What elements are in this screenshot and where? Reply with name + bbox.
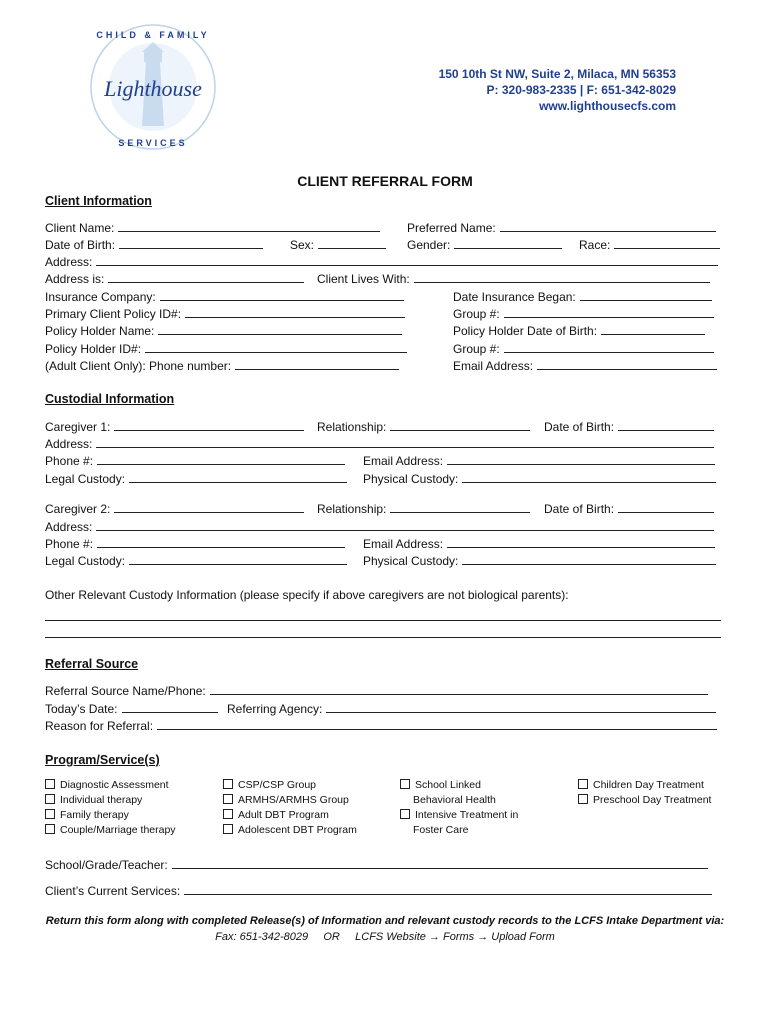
checkbox-label: Individual therapy: [60, 794, 143, 806]
caregiver1-physical-field[interactable]: [363, 470, 716, 488]
lives-with-label: Client Lives With:: [317, 272, 410, 286]
caregiver2-phone-label: Phone #:: [45, 537, 94, 551]
address-is-label: Address is:: [45, 272, 105, 286]
checkbox-preschool-day-treatment[interactable]: [578, 793, 711, 808]
checkbox-label: Adolescent DBT Program: [238, 824, 357, 836]
checkbox-adolescent-dbt[interactable]: [223, 823, 357, 838]
caregiver1-dob-label: Date of Birth:: [544, 420, 615, 434]
relationship1-label: Relationship:: [317, 420, 387, 434]
checkbox-label: CSP/CSP Group: [238, 779, 317, 791]
checkbox-family-therapy[interactable]: [45, 808, 129, 823]
caregiver2-legal-label: Legal Custody:: [45, 554, 126, 568]
checkbox-armhs-group[interactable]: [223, 793, 349, 808]
caregiver2-label: Caregiver 2:: [45, 502, 111, 516]
caregiver1-label: Caregiver 1:: [45, 420, 111, 434]
caregiver2-field[interactable]: [45, 500, 304, 518]
date-insurance-label: Date Insurance Began:: [453, 290, 576, 304]
group1-label: Group #:: [453, 307, 500, 321]
group2-field[interactable]: [453, 340, 714, 358]
caregiver2-address-label: Address:: [45, 520, 93, 534]
dob-field[interactable]: [45, 236, 263, 254]
relationship2-label: Relationship:: [317, 502, 387, 516]
client-name-field[interactable]: [45, 219, 380, 237]
address-label: Address:: [45, 255, 93, 269]
caregiver1-email-field[interactable]: [363, 452, 715, 470]
reason-field[interactable]: [45, 717, 717, 735]
caregiver1-legal-field[interactable]: [45, 470, 347, 488]
checkbox-intensive-treatment[interactable]: [400, 808, 518, 823]
caregiver2-legal-field[interactable]: [45, 552, 347, 570]
caregiver1-phone-field[interactable]: [45, 452, 345, 470]
preferred-name-label: Preferred Name:: [407, 221, 496, 235]
referral-name-label: Referral Source Name/Phone:: [45, 684, 206, 698]
relationship2-field[interactable]: [317, 500, 530, 518]
page-title: CLIENT REFERRAL FORM: [297, 173, 473, 189]
logo-name-text: Lighthouse: [104, 76, 202, 101]
caregiver2-address-field[interactable]: [45, 518, 714, 536]
holder-name-label: Policy Holder Name:: [45, 324, 155, 338]
header-phone: P: 320-983-2335 | F: 651-342-8029: [486, 83, 676, 97]
caregiver2-email-field[interactable]: [363, 535, 715, 553]
caregiver1-dob-field[interactable]: [544, 418, 714, 436]
program-services-heading: Program/Service(s): [45, 753, 160, 767]
current-services-label: Client’s Current Services:: [45, 884, 181, 898]
referral-name-field[interactable]: [45, 682, 708, 700]
gender-label: Gender:: [407, 238, 451, 252]
insurance-field[interactable]: [45, 288, 404, 306]
checkbox-label: Adult DBT Program: [238, 809, 329, 821]
other-custody-line-1[interactable]: [45, 619, 721, 621]
insurance-label: Insurance Company:: [45, 290, 156, 304]
referring-agency-label: Referring Agency:: [227, 702, 323, 716]
caregiver1-legal-label: Legal Custody:: [45, 472, 126, 486]
caregiver2-phone-field[interactable]: [45, 535, 345, 553]
referral-source-heading: Referral Source: [45, 657, 139, 671]
checkbox-label: Diagnostic Assessment: [60, 779, 169, 791]
caregiver1-phone-label: Phone #:: [45, 454, 94, 468]
adult-phone-label: (Adult Client Only): Phone number:: [45, 359, 232, 373]
checkbox-label: Children Day Treatment: [593, 779, 704, 791]
caregiver2-physical-label: Physical Custody:: [363, 554, 459, 568]
sex-label: Sex:: [290, 238, 315, 252]
checkbox-label: Intensive Treatment in: [415, 809, 519, 821]
school-linked-label-2: Behavioral Health: [413, 794, 496, 806]
dob-label: Date of Birth:: [45, 238, 116, 252]
checkbox-individual-therapy[interactable]: [45, 793, 142, 808]
current-services-field[interactable]: [45, 882, 712, 900]
footer-instructions: Return this form along with completed Release(s) of Information and relevant custody records to the LCFS Intake Department via:: [45, 915, 725, 927]
holder-name-field[interactable]: [45, 322, 402, 340]
today-date-field[interactable]: [45, 700, 218, 718]
group2-label: Group #:: [453, 342, 500, 356]
client-email-label: Email Address:: [453, 359, 534, 373]
checkbox-label: Couple/Marriage therapy: [60, 824, 176, 836]
lighthouse-logo: [88, 22, 218, 152]
race-label: Race:: [579, 238, 611, 252]
checkbox-label: Family therapy: [60, 809, 129, 821]
client-info-heading: Client Information: [45, 194, 152, 208]
caregiver2-physical-field[interactable]: [363, 552, 716, 570]
checkbox-couple-therapy[interactable]: [45, 823, 176, 838]
date-insurance-field[interactable]: [453, 288, 712, 306]
footer-contact: Fax: 651-342-8029 OR LCFS Website → Forms → Upload Form: [215, 931, 555, 943]
checkbox-label: School Linked: [415, 779, 481, 791]
policy-id-label: Primary Client Policy ID#:: [45, 307, 182, 321]
holder-dob-field[interactable]: [453, 322, 705, 340]
sex-field[interactable]: [290, 236, 386, 254]
lives-with-field[interactable]: [317, 270, 710, 288]
gender-field[interactable]: [407, 236, 562, 254]
other-custody-label: Other Relevant Custody Information (please specify if above caregivers are not biological parents):: [45, 588, 569, 602]
reason-label: Reason for Referral:: [45, 719, 154, 733]
logo-top-text: CHILD & FAMILY: [96, 30, 210, 40]
client-email-field[interactable]: [453, 357, 717, 375]
checkbox-school-linked[interactable]: [400, 778, 481, 793]
preferred-name-field[interactable]: [407, 219, 716, 237]
custodial-info-heading: Custodial Information: [45, 392, 175, 406]
holder-dob-label: Policy Holder Date of Birth:: [453, 324, 598, 338]
header-website: www.lighthousecfs.com: [539, 99, 676, 113]
intensive-treatment-label-2: Foster Care: [413, 824, 469, 836]
checkbox-children-day-treatment[interactable]: [578, 778, 704, 793]
holder-id-field[interactable]: [45, 340, 407, 358]
relationship1-field[interactable]: [317, 418, 530, 436]
caregiver1-field[interactable]: [45, 418, 304, 436]
other-custody-line-2[interactable]: [45, 636, 721, 638]
address-is-field[interactable]: [45, 270, 304, 288]
race-field[interactable]: [579, 236, 720, 254]
header-address: 150 10th St NW, Suite 2, Milaca, MN 56353: [438, 67, 676, 81]
group1-field[interactable]: [453, 305, 714, 323]
checkbox-label: Preschool Day Treatment: [593, 794, 712, 806]
checkbox-csp-group[interactable]: [223, 778, 316, 793]
logo-bottom-text: SERVICES: [118, 138, 188, 148]
address-field[interactable]: [45, 253, 718, 271]
caregiver2-dob-field[interactable]: [544, 500, 714, 518]
caregiver1-physical-label: Physical Custody:: [363, 472, 459, 486]
checkbox-diagnostic-assessment[interactable]: [45, 778, 169, 793]
caregiver1-email-label: Email Address:: [363, 454, 444, 468]
client-name-label: Client Name:: [45, 221, 115, 235]
caregiver1-address-label: Address:: [45, 437, 93, 451]
referring-agency-field[interactable]: [227, 700, 716, 718]
caregiver2-dob-label: Date of Birth:: [544, 502, 615, 516]
caregiver1-address-field[interactable]: [45, 435, 714, 453]
holder-id-label: Policy Holder ID#:: [45, 342, 142, 356]
policy-id-field[interactable]: [45, 305, 405, 323]
school-grade-label: School/Grade/Teacher:: [45, 858, 168, 872]
checkbox-label: ARMHS/ARMHS Group: [238, 794, 349, 806]
adult-phone-field[interactable]: [45, 357, 399, 375]
checkbox-adult-dbt[interactable]: [223, 808, 329, 823]
school-grade-field[interactable]: [45, 856, 708, 874]
caregiver2-email-label: Email Address:: [363, 537, 444, 551]
today-date-label: Today’s Date:: [45, 702, 118, 716]
